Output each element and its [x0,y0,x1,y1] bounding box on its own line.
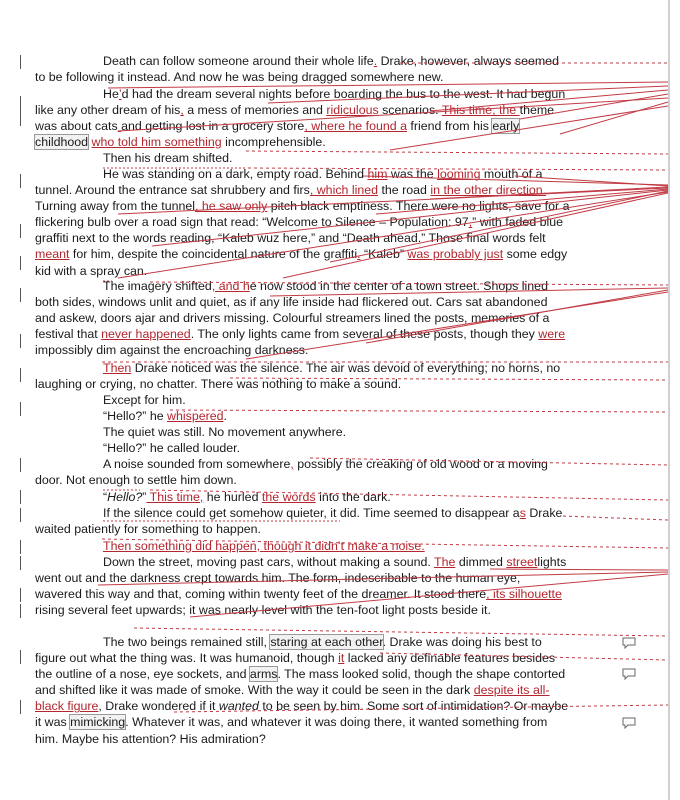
text-run: The imagery shifted [103,279,212,293]
paragraph-16 [35,634,570,747]
text-run: Hello? [107,490,143,504]
change-bar [20,256,21,270]
paragraph-6 [35,360,570,392]
tracked-insertion: , its silhouette [486,587,562,602]
tracked-insertion: street [506,555,538,569]
tracked-insertion: ’ [118,87,122,101]
text-run: rising several feet upwards; it was nearly level with the ten-foot light posts beside it. [35,603,491,618]
text-run: If the silence could get somehow quieter, it did. Time seemed to disappear a [103,506,520,520]
change-bar [20,402,21,416]
text-run: Turning away from the tunnel [35,199,196,214]
text-run: e now stood in the center of a town street. Shops lined both sides, windows unlit and quiet, as if any life inside had flickered out. Cars sat abandoned and askew, doors ajar and drivers missing. Colourful streamers lined the posts, memories of a festival that [35,279,550,342]
change-bar [20,96,21,126]
change-bar [20,508,21,522]
text-run: some edgy kid with a spray can. [35,247,568,278]
text-run: Drake waited patiently for something to happen. [35,506,563,537]
change-bar [20,604,21,618]
text-run: scenarios. [378,103,442,118]
tracked-insertion: was probably just [407,247,504,262]
tracked-insertion: ridiculous [326,103,379,118]
paragraph-13 [35,505,570,537]
text-run: for him, despite the coincidental nature of the graffiti [69,247,358,262]
text-run: wanted [218,699,259,714]
tracked-insertion: s [519,506,526,520]
tracked-insertion: This time, the [441,103,520,118]
text-run: . [223,409,227,423]
commented-text: staring at each other [270,635,383,649]
text-run: . The mass looked solid, though the shape contorted and shifted like it was made of smoke. With the way it could be seen in the dark [35,667,566,698]
paragraph-7 [35,392,570,408]
text-run: “Hello?” he called louder. [103,441,241,455]
tracked-insertion: The [434,555,456,569]
paragraph-4 [35,166,570,279]
paragraph-3 [35,150,570,166]
page-right-edge [668,0,670,800]
text-run: impossibly dim against the encroaching darkness. [35,343,309,358]
change-bar [20,55,21,69]
tracked-insertion: , which lined [309,183,379,198]
tracked-insertion: never happened [101,327,191,342]
text-run: possibly the creaking of old wood or a moving door. Not enough to settle him down. [35,457,548,488]
text-run: a mess of memories and [183,103,327,118]
change-bar [20,700,21,714]
tracked-insertion: it [338,651,345,666]
paragraph-5 [35,278,570,358]
text-run: into the dark. [315,490,391,504]
text-run: lacked any definable features besides the outline of a nose, eye sockets, and [35,651,556,682]
change-bar [20,650,21,664]
markup-dashed-line [563,516,668,520]
tracked-insertion: , [290,457,294,471]
commented-text: arms [249,667,278,682]
change-bar [20,540,21,554]
tracked-insertion: , he saw only [195,199,268,214]
text-run: was the [387,167,438,181]
paragraph-8 [35,408,570,424]
commented-text: mimicking [70,715,126,730]
text-run: and getting lost in a grocery store [121,119,305,134]
text-run: ” with faded blue graffiti next to the words reading, “Kaleb wuz here,” and “Death ahead.” Those final words felt [35,215,564,246]
change-bar [20,174,21,188]
text-run: A noise sounded from somewhere [103,457,291,471]
text-run: “Hello?” he [103,409,168,423]
change-bar [20,288,21,302]
change-bar [20,588,21,602]
tracked-insertion: in the other direction. [430,183,547,198]
tracked-insertion: , and h [211,279,250,293]
text-run: He [103,87,119,101]
text-run: “Kaleb” [360,247,408,262]
paragraph-1 [35,53,570,85]
tracked-insertion: This time, [146,490,204,504]
text-run: ” [142,490,147,504]
text-run: dimmed [455,555,507,569]
text-run: the road [378,183,431,198]
tracked-insertion: Then something did happen, though it didn’t make a noise. [103,539,425,553]
paragraph-15 [35,554,570,618]
paragraph-9 [35,424,570,440]
comment-icon[interactable] [622,637,636,649]
tracked-insertion: Then [103,361,132,375]
change-bar [20,224,21,238]
tracked-insertion: . [357,247,361,262]
change-bar [20,556,21,570]
tracked-insertion: despite its all-black figure [35,683,550,714]
paragraph-2 [35,86,570,150]
text-run: “ [103,490,108,504]
text-run: The two beings remained still, [103,635,271,649]
tracked-insertion: meant [35,247,70,262]
paragraph-14 [35,538,570,554]
tracked-insertion: whispered [167,409,224,423]
tracked-insertion: looming [437,167,481,181]
text-run: The quiet was still. No movement anywhere. [103,425,347,439]
text-run: pitch black emptiness. There were no lights, save for a flickering bulb over a road sign that read: “Welcome to Silence – Population: 97 [35,199,570,230]
text-run: Death can follow someone around their whole life [103,54,374,68]
text-run: mouth of a tunnel. Around the entrance sat shrubbery and firs [35,167,543,198]
paragraph-12 [35,489,570,505]
tracked-insertion: the words [261,490,316,504]
text-run: , Drake wondered if it [98,699,219,714]
text-run: . Whatever it was, and whatever it was doing there, it wanted something from him. Maybe his attention? His admiration? [35,715,548,746]
text-run: . Drake was doing his best to figure out what the thing was. It was humanoid, though [35,635,542,666]
text-run: Except for him. [103,393,186,407]
text-run: he hurled [203,490,262,504]
text-run: . The only lights came from several of these posts, though they [190,327,539,342]
text-run: d had the dream several nights before boarding the bus to the west. It had begun like any other dream of his [35,87,566,118]
paragraph-11 [35,456,570,488]
tracked-insertion: , where he found a [304,119,407,134]
tracked-insertion: . [373,54,378,68]
tracked-insertion: , [468,215,473,230]
comment-icon[interactable] [622,717,636,729]
tracked-insertion: were [538,327,566,342]
text-run: Drake, however, always seemed to be following it instead. And now he was being dragged somewhere new. [35,54,559,85]
text-run: Drake noticed was the silence. The air was devoid of everything; no horns, no laughing or crying, no chatter. There was nothing to make a sound. [35,361,561,392]
change-bar [20,490,21,504]
text-run: He was standing on a dark, empty road. Behind [103,167,368,181]
change-bar [20,368,21,382]
text-run: Down the street, moving past cars, without making a sound. [103,555,435,569]
text-run: Then his dream shifted. [103,151,233,165]
text-run: incomprehensible. [221,135,326,150]
tracked-insertion: , [180,103,184,118]
tracked-insertion: him [367,167,388,181]
text-run: friend from his [406,119,493,134]
text-run: to be seen by him. Some sort of intimidation? Or maybe it was [35,699,569,730]
comment-icon[interactable] [622,668,636,680]
markup-solid-line [560,102,668,134]
text-run: theme was about cats [35,103,555,134]
commented-text: early childhood [35,119,520,150]
change-bar [20,334,21,348]
change-bar [20,458,21,472]
text-run: lights went out and the darkness crept towards him. The form, indescribable to the human eye, wavered this way and that, coming within twenty feet of the dreamer. It stood there [35,555,567,602]
paragraph-10 [35,440,570,456]
tracked-insertion: who told him something [91,135,222,150]
